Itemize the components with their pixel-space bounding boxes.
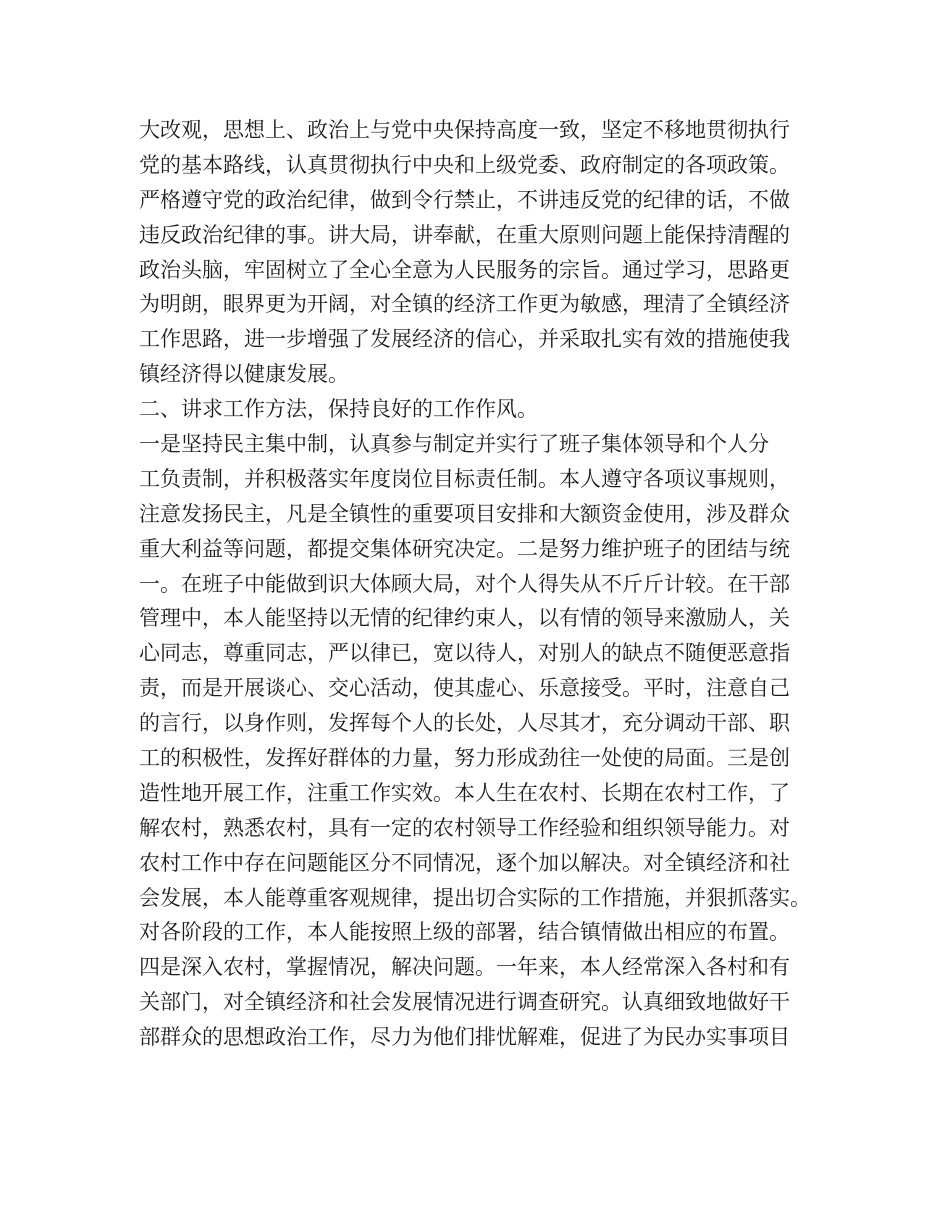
text-line: 一。在班子中能做到识大体顾大局，对个人得失从不斤斤计较。在干部 (139, 571, 790, 596)
text-line: 大改观，思想上、政治上与党中央保持高度一致，坚定不移地贯彻执行 (139, 118, 790, 142)
text-line: 政治头脑，牢固树立了全心全意为人民服务的宗旨。通过学习，思路更 (139, 257, 790, 282)
text-line: 会发展，本人能尊重客观规律，提出切合实际的工作措施，并狠抓落实。 (139, 885, 811, 910)
text-line: 党的基本路线，认真贯彻执行中央和上级党委、政府制定的各项政策。 (139, 152, 790, 177)
text-line: 工作思路，进一步增强了发展经济的信心，并采取扎实有效的措施使我 (139, 327, 790, 352)
text-line: 为明朗，眼界更为开阔，对全镇的经济工作更为敏感，理清了全镇经济 (139, 292, 790, 317)
text-line: 严格遵守党的政治纪律，做到令行禁止，不讲违反党的纪律的话，不做 (139, 187, 790, 212)
text-line: 部群众的思想政治工作，尽力为他们排忧解难，促进了为民办实事项目 (139, 1025, 790, 1050)
text-line: 注意发扬民主，凡是全镇性的重要项目安排和大额资金使用，涉及群众 (139, 501, 790, 526)
text-line: 工的积极性，发挥好群体的力量，努力形成劲往一处使的局面。三是创 (139, 746, 790, 771)
text-line: 的言行，以身作则，发挥每个人的长处，人尽其才，充分调动干部、职 (139, 711, 790, 736)
text-line: 农村工作中存在问题能区分不同情况，逐个加以解决。对全镇经济和社 (139, 850, 790, 875)
text-line: 违反政治纪律的事。讲大局，讲奉献，在重大原则问题上能保持清醒的 (139, 222, 790, 247)
text-line: 对各阶段的工作，本人能按照上级的部署，结合镇情做出相应的布置。 (139, 920, 790, 945)
text-line: 一是坚持民主集中制，认真参与制定并实行了班子集体领导和个人分 (139, 432, 769, 457)
text-line: 重大利益等问题，都提交集体研究决定。二是努力维护班子的团结与统 (139, 536, 790, 561)
section-heading: 二、讲求工作方法，保持良好的工作作风。 (139, 397, 538, 422)
text-line: 镇经济得以健康发展。 (139, 362, 349, 387)
text-line: 管理中，本人能坚持以无情的纪律约束人，以有情的领导来激励人，关 (139, 606, 790, 631)
text-line: 关部门，对全镇经济和社会发展情况进行调查研究。认真细致地做好干 (139, 990, 790, 1015)
text-line: 四是深入农村，掌握情况，解决问题。一年来，本人经常深入各村和有 (139, 955, 790, 980)
text-line: 造性地开展工作，注重工作实效。本人生在农村、长期在农村工作，了 (139, 780, 790, 805)
document-body (139, 113, 839, 1055)
text-line: 工负责制，并积极落实年度岗位目标责任制。本人遵守各项议事规则， (139, 466, 790, 491)
text-line: 解农村，熟悉农村，具有一定的农村领导工作经验和组织领导能力。对 (139, 815, 790, 840)
text-line: 心同志，尊重同志，严以律已，宽以待人，对别人的缺点不随便恶意指 (139, 641, 790, 666)
text-line: 责，而是开展谈心、交心活动，使其虚心、乐意接受。平时，注意自己 (139, 676, 790, 701)
